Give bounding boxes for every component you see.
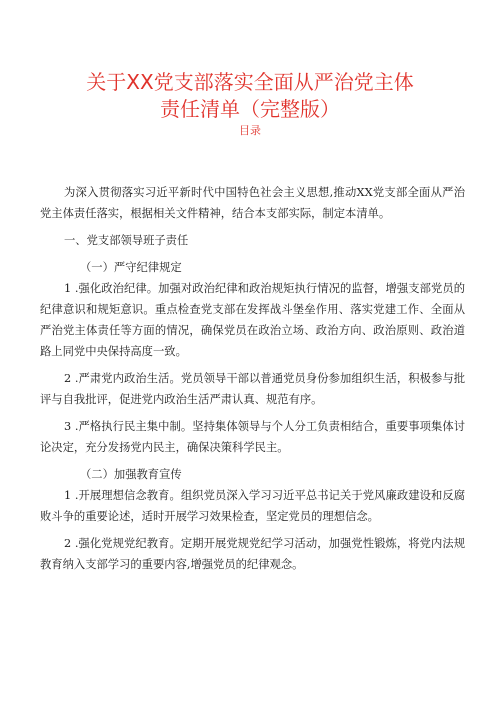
paragraph-1-1: 1 .强化政治纪律。加强对政治纪律和政治规矩执行情况的监督，增强支部党员的纪律意识和规矩意识。重点检查党支部在发挥战斗堡垒作用、落实党建工作、全面从严治党主体责任等方面的情况，确保党员在政治立场、政治方向、政治原则、政治道路上同党中央保持高度一致。 bbox=[40, 282, 465, 358]
subsection-heading-2: （二）加强教育宣传 bbox=[80, 468, 182, 481]
document-body bbox=[40, 182, 465, 575]
paragraph-1-3: 3 .严格执行民主集中制。坚持集体领导与个人分工负责相结合，重要事项集体讨论决定，充分发扬党内民主，确保决策科学民主。 bbox=[40, 420, 465, 454]
document-title-line1: 关于XX党支部落实全面从严治党主体 bbox=[86, 70, 414, 94]
subsection-heading-1: （一）严守纪律规定 bbox=[80, 261, 182, 274]
paragraph-1-2: 2 .严肃党内政治生活。党员领导干部以普通党员身份参加组织生活，积极参与批评与自我批评，促进党内政治生活严肃认真、规范有序。 bbox=[40, 372, 465, 406]
intro-paragraph: 为深入贯彻落实习近平新时代中国特色社会主义思想,推动XX党支部全面从严治党主体责任落实，根据相关文件精神，结合本支部实际，制定本清单。 bbox=[40, 186, 465, 220]
paragraph-2-1: 1 .开展理想信念教育。组织党员深入学习习近平总书记关于党风廉政建设和反腐败斗争的重要论述，适时开展学习效果检查，坚定党员的理想信念。 bbox=[40, 489, 465, 523]
paragraph-2-2: 2 .强化党规党纪教育。定期开展党规党纪学习活动，加强党性锻炼，将党内法规教育纳入支部学习的重要内容,增强党员的纪律观念。 bbox=[40, 537, 465, 571]
toc-label: 目录 bbox=[239, 124, 261, 137]
section-heading-1: 一、党支部领导班子责任 bbox=[64, 234, 189, 247]
document-title-line2: 责任清单（完整版） bbox=[160, 97, 340, 121]
